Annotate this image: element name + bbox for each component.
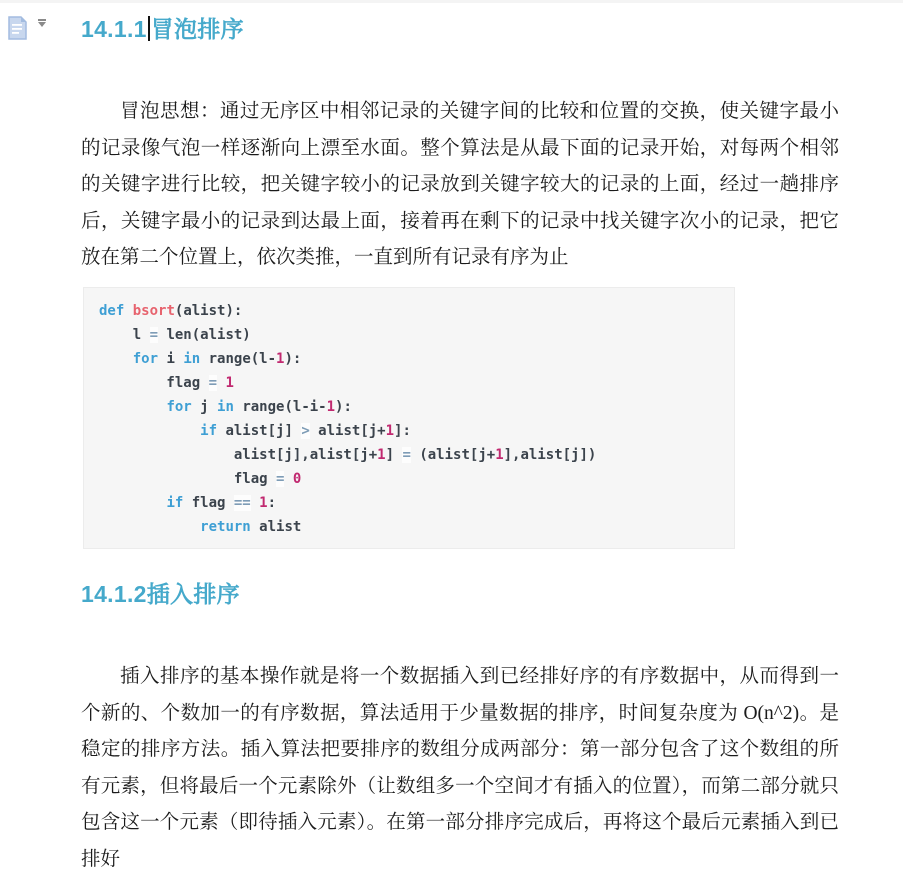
heading-number: 14.1.2 [81,580,147,607]
heading-number: 14.1.1 [81,16,147,42]
window-top-edge [0,0,903,3]
chevron-down-icon[interactable] [38,22,46,27]
heading-title: 插入排序 [146,580,240,607]
code-line: for j in range(l-i-1): [166,398,352,415]
code-line: l = len(alist) [99,326,251,343]
code-line: flag = 0 [99,470,302,487]
floating-format-widget[interactable] [6,16,46,46]
document-style-icon[interactable] [6,16,29,46]
code-line: flag = 1 [99,374,234,391]
code-line: if alist[j] > alist[j+1]: [200,422,411,439]
code-line: return alist [200,518,302,535]
code-line: def bsort(alist): [99,302,243,319]
heading-insertion-sort[interactable] [81,579,839,609]
paragraph-insertion-sort[interactable]: 插入排序的基本操作就是将一个数据插入到已经排好序的有序数据中，从而得到一个新的、个数加一的有序数据，算法适用于少量数据的排序，时间复杂度为 O(n^2)。是稳定的排序方法。插入算法把要排序的数组分成两部分：第一部分包含了这个数组的所有元素，但将最后一个元素除外（让数组多一个空间才有插入的位置），而第二部分就只包含这一个元素（即待插入元素）。在第一部分排序完成后，再将这个最后元素插入到已排好 [81,665,839,870]
heading-title: 冒泡排序 [150,16,244,42]
text-cursor [148,16,150,41]
heading-bubble-sort[interactable] [81,0,839,44]
paragraph-bubble-sort[interactable]: 冒泡思想：通过无序区中相邻记录的关键字间的比较和位置的交换，使关键字最小的记录像气泡一样逐渐向上漂至水面。整个算法是从最下面的记录开始，对每两个相邻的关键字进行比较，把关键字较小的记录放到关键字较大的记录的上面，经过一趟排序后，关键字最小的记录到达最上面，接着再在剩下的记录中找关键字次小的记录，把它放在第二个位置上，依次类推，一直到所有记录有序为止 [81,101,839,269]
code-line: alist[j],alist[j+1] = (alist[j+1],alist[j]) [99,446,597,463]
code-line: if flag == 1: [166,494,277,511]
code-block[interactable] [83,287,735,549]
code-line: for i in range(l-1): [132,350,302,367]
